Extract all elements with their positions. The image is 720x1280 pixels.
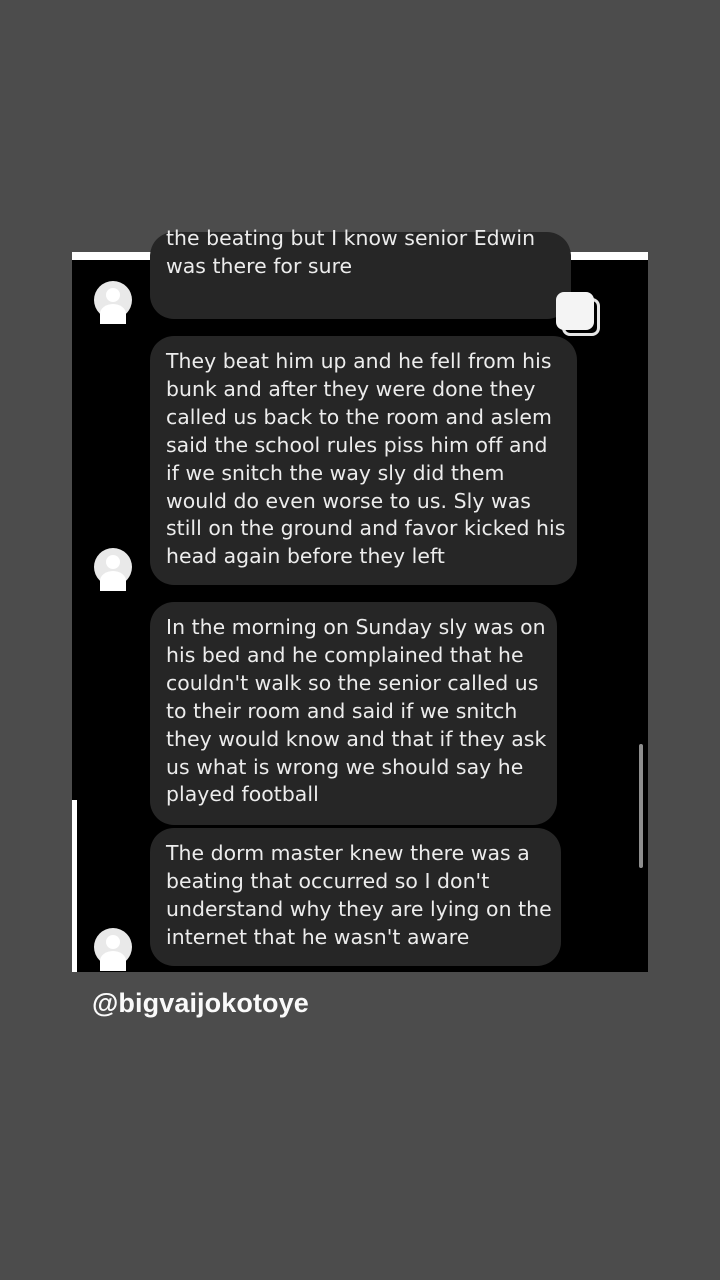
message-line: They beat him up and he fell from his (166, 349, 552, 373)
message-line: head again before they left (166, 544, 445, 569)
message-line: us what is wrong we should say he (166, 754, 524, 779)
message-line: internet that he wasn't aware (166, 924, 470, 949)
avatar-icon (94, 281, 132, 319)
message-line: to their room and said if we snitch (166, 698, 518, 723)
message-line: the beating but I know senior Edwin (166, 226, 536, 250)
chat-screenshot (72, 226, 648, 972)
avatar-icon (94, 928, 132, 966)
message-line: was there for sure (166, 253, 353, 278)
message-line: understand why they are lying on the (166, 896, 552, 921)
avatar-icon (94, 548, 132, 586)
screenshot-left-edge (72, 800, 77, 972)
message-line: they would know and that if they ask (166, 726, 547, 751)
copy-icon[interactable] (556, 292, 604, 340)
message-line: would do even worse to us. Sly was (166, 488, 531, 513)
message-line: The dorm master knew there was a (166, 841, 530, 865)
message-line: still on the ground and favor kicked his (166, 516, 566, 541)
caption-handle: @bigvaijokotoye (92, 988, 309, 1018)
message-line: bunk and after they were done they (166, 376, 536, 401)
message-line: played football (166, 782, 319, 807)
message-line: said the school rules piss him off and (166, 432, 548, 457)
message-line: if we snitch the way sly did them (166, 460, 505, 485)
message-line: his bed and he complained that he (166, 642, 524, 667)
message-line: beating that occurred so I don't (166, 868, 490, 893)
message-line: called us back to the room and aslem (166, 404, 552, 429)
message-line: couldn't walk so the senior called us (166, 670, 539, 695)
message-bubble-3 (150, 602, 557, 825)
message-bubble-1 (150, 226, 571, 319)
message-line: In the morning on Sunday sly was on (166, 615, 546, 639)
message-bubble-4 (150, 828, 561, 966)
scrollbar[interactable] (639, 744, 643, 868)
message-bubble-2 (150, 336, 577, 585)
